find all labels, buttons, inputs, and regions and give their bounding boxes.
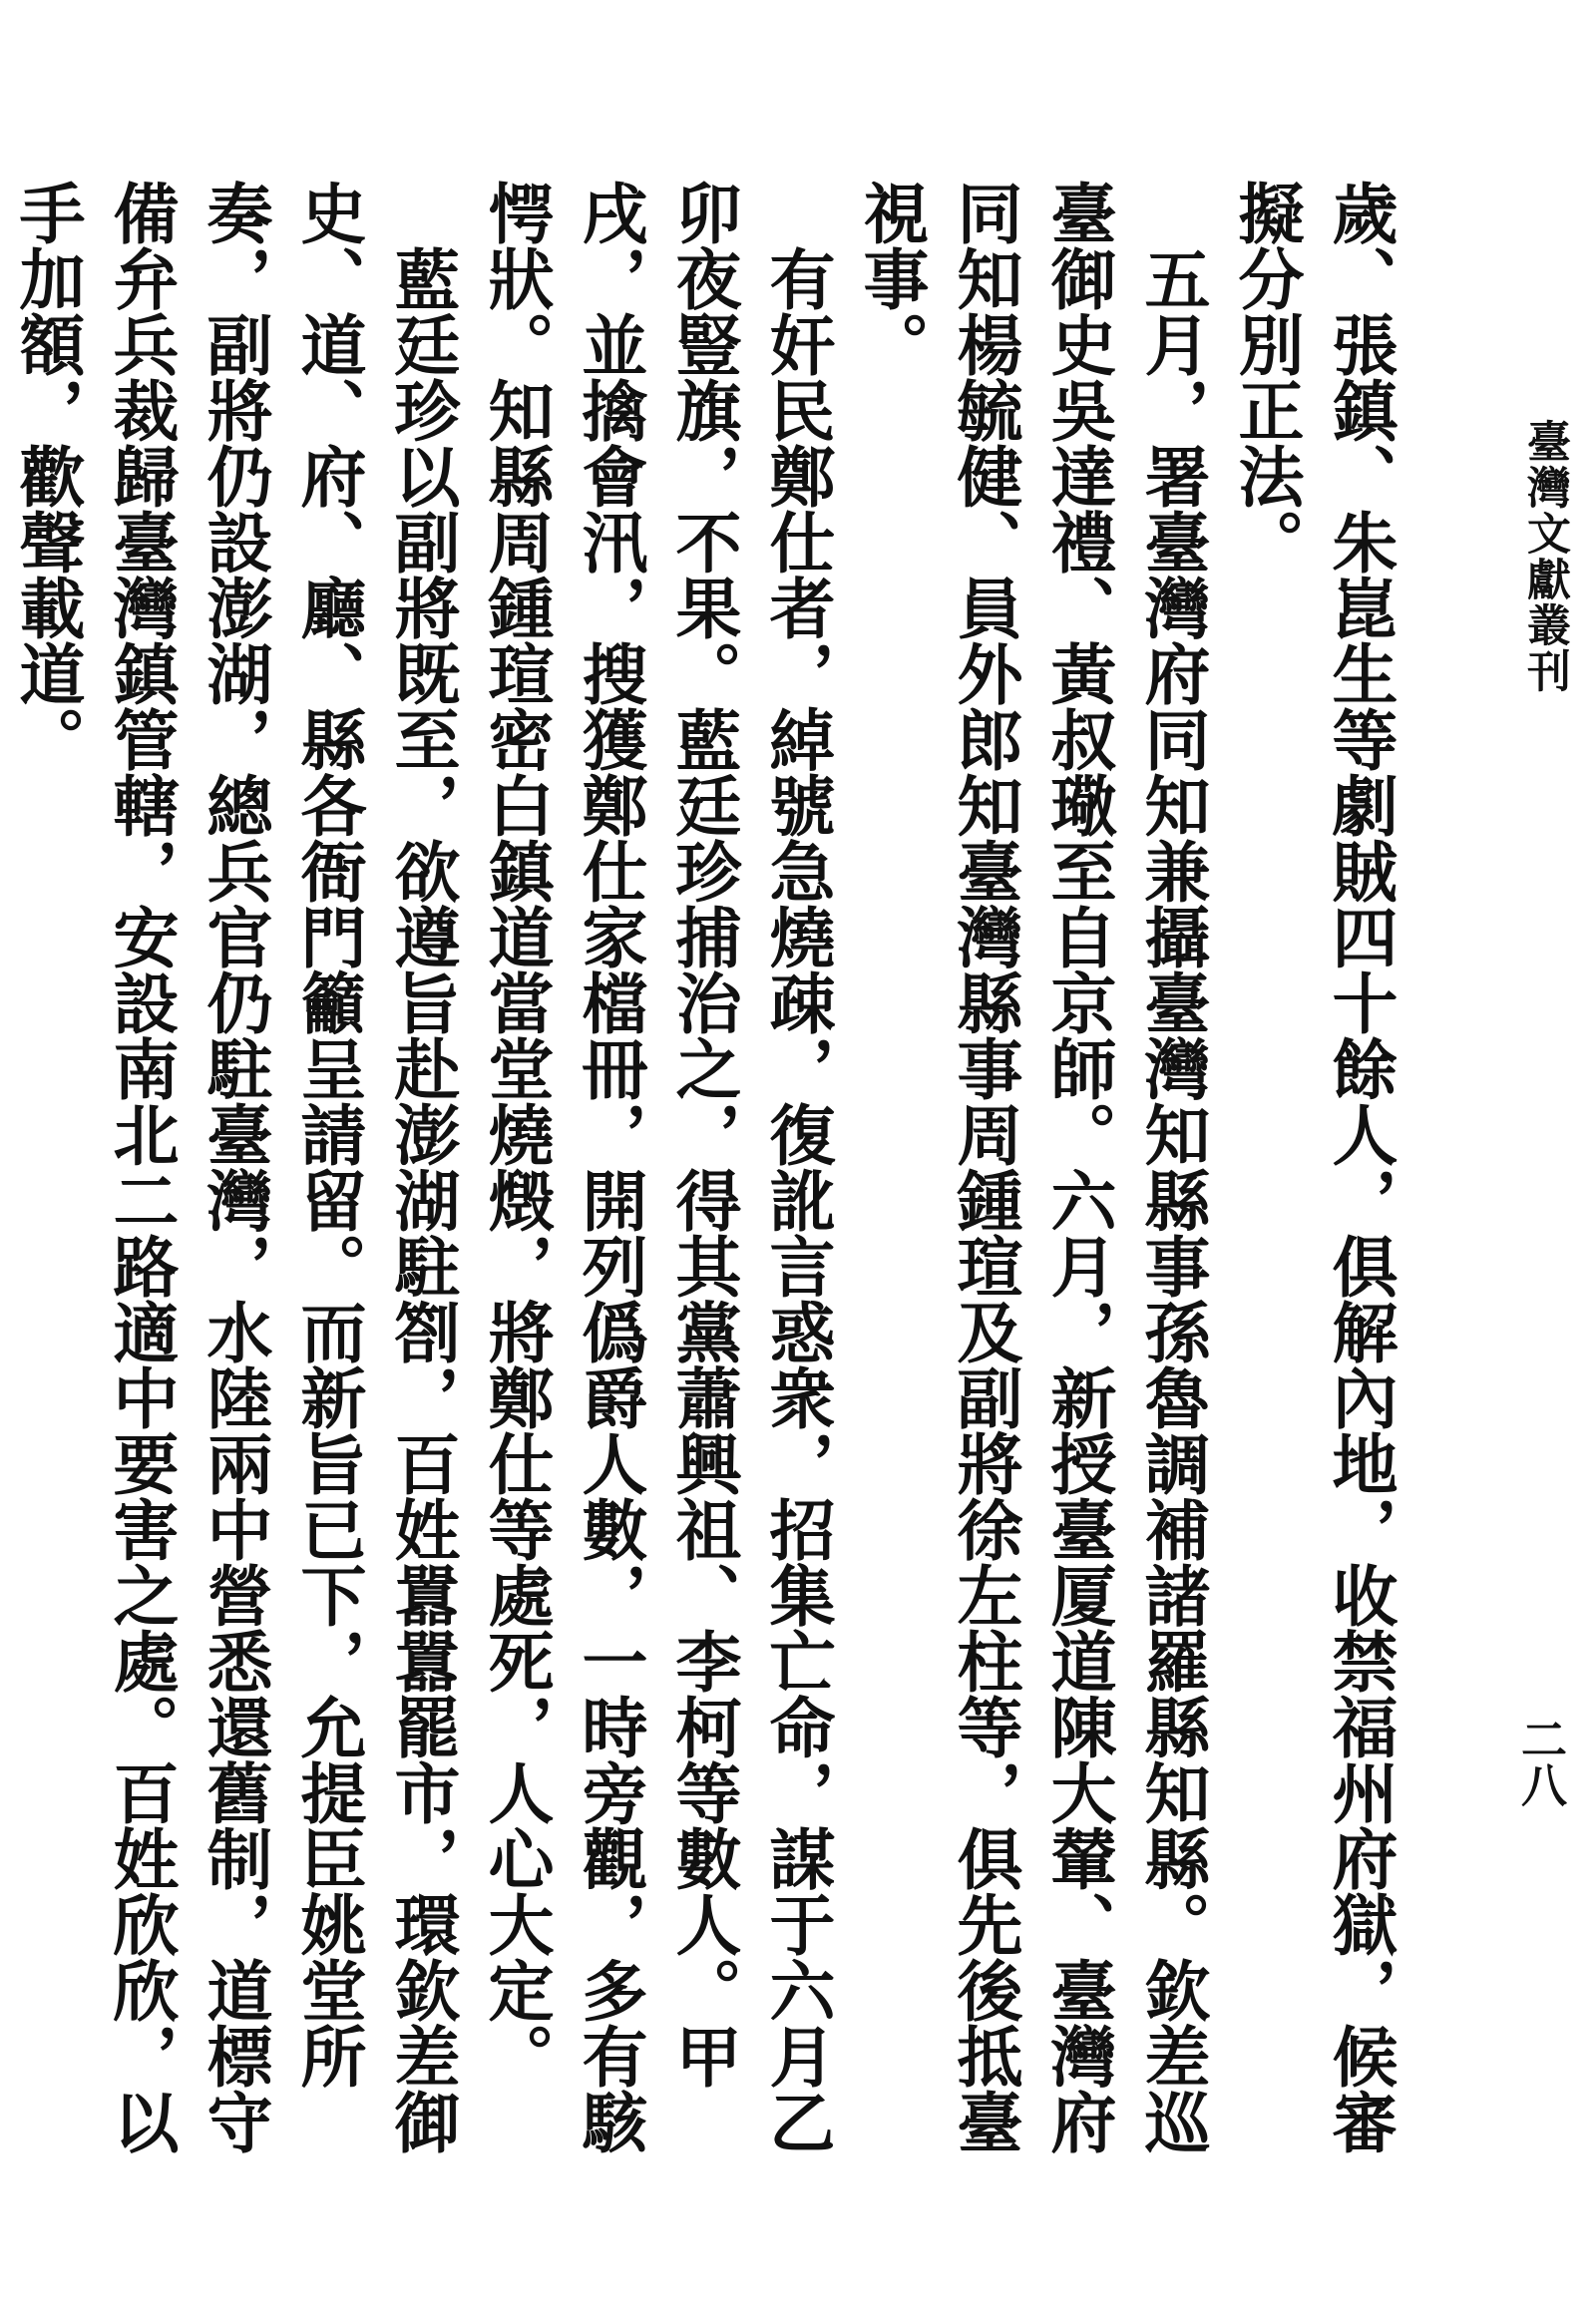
paragraph-1: 歲、張鎮、朱崑生等劇賊四十餘人，俱解內地，收禁福州府獄，候審擬分別正法。 xyxy=(1227,180,1398,2154)
paragraph-4: 藍廷珍以副將既至，欲遵旨赴澎湖駐劄，百姓囂囂罷市，環欽差御史、道、府、廳、縣各衙門籲呈請留。而新旨已下，允提臣姚堂所奏，副將仍設澎湖，總兵官仍駐臺灣，水陸兩中營悉還舊制，道標守備弁兵裁歸臺灣鎮管轄，安設南北二路適中要害之處。百姓欣欣，以手加額，歡聲載道。 xyxy=(8,180,461,2154)
paragraph-3: 有奸民鄭仕者，綽號急燒疎，復訛言惑衆，招集亡命，謀于六月乙卯夜豎旗，不果。藍廷珍捕治之，得其黨蕭興祖、李柯等數人。甲戌，並擒會汛，搜獲鄭仕家檔冊，開列僞爵人數，一時旁觀，多有駭愕狀。知縣周鍾瑄密白鎮道當堂燒燬，將鄭仕等處死，人心大定。 xyxy=(477,180,836,2154)
main-text xyxy=(8,180,1406,2204)
series-title: 臺灣文獻叢刊 xyxy=(1519,419,1570,694)
paragraph-2: 五月，署臺灣府同知兼攝臺灣知縣事孫魯調補諸羅縣知縣。欽差巡臺御史吳達禮、黃叔璥至自京師。六月，新授臺厦道陳大輦、臺灣府同知楊毓健、員外郎知臺灣縣事周鍾瑄及副將徐左柱等，俱先後抵臺視事。 xyxy=(852,180,1211,2154)
page-header xyxy=(1496,0,1596,2317)
page-number: 二八 xyxy=(1514,1716,1568,1807)
